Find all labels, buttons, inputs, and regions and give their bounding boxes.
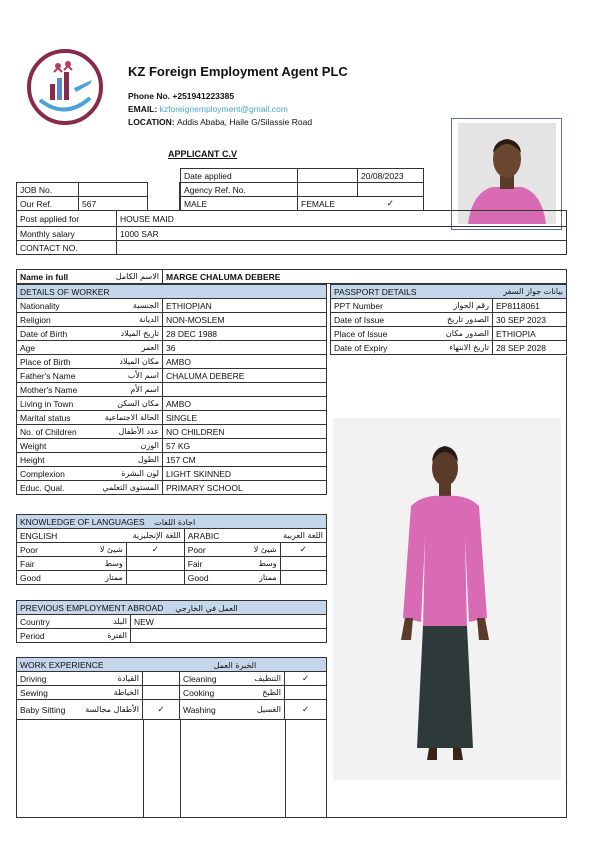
experience-right-check	[285, 686, 327, 700]
arabic-level-label: Good	[184, 571, 222, 585]
details-row	[17, 453, 327, 467]
applicant-portrait	[458, 123, 556, 224]
arabic-label-ar: اللغة العربية	[280, 529, 326, 543]
job-no-value	[79, 183, 148, 197]
experience-left-check	[143, 686, 180, 700]
passport-value: ETHIOPIA	[493, 327, 567, 341]
experience-left-label: Sewing	[17, 686, 75, 700]
language-levels	[17, 543, 327, 585]
english-level-label: Good	[17, 571, 68, 585]
details-row	[17, 299, 327, 313]
period-label-ar: الفترة	[67, 629, 131, 643]
name-label: Name in full	[17, 270, 79, 284]
passport-row	[331, 313, 567, 327]
arabic-level-ar: ممتاز	[222, 571, 280, 585]
details-value: 36	[163, 341, 327, 355]
phone-label: Phone No.	[128, 91, 173, 101]
previous-title	[17, 601, 327, 615]
experience-title-ar: الخبرة العمل	[213, 660, 257, 670]
english-label: ENGLISH	[17, 529, 127, 543]
details-row	[17, 439, 327, 453]
details-value	[163, 383, 327, 397]
language-level-row	[17, 557, 327, 571]
job-ref-table	[16, 182, 148, 211]
languages-title-en: KNOWLEDGE OF LANGUAGES	[20, 516, 145, 527]
salary-value: 1000 SAR	[117, 227, 567, 241]
english-level-check	[126, 557, 184, 571]
male-label: MALE	[181, 197, 298, 211]
languages-title	[17, 515, 327, 529]
passport-row	[331, 327, 567, 341]
location-label: LOCATION:	[128, 117, 177, 127]
details-value: 157 CM	[163, 453, 327, 467]
previous-employment-table	[16, 600, 327, 643]
agency-ref-label: Agency Ref. No.	[181, 183, 298, 197]
name-label-ar: الاسم الكامل	[79, 270, 163, 284]
experience-title-en: WORK EXPERIENCE	[20, 659, 104, 670]
details-label-ar: اسم الأب	[89, 369, 163, 383]
arabic-level-check	[280, 557, 326, 571]
applicant-photo-full	[333, 418, 561, 780]
details-row	[17, 327, 327, 341]
language-level-row	[17, 543, 327, 557]
details-label-ar: الجنسية	[89, 299, 163, 313]
details-label: Complexion	[17, 467, 89, 481]
passport-label: Place of Issue	[331, 327, 393, 341]
details-label: Nationality	[17, 299, 89, 313]
english-label-ar: اللغة الإنجليزية	[126, 529, 184, 543]
female-label: FEMALE	[298, 197, 358, 211]
details-label: Weight	[17, 439, 89, 453]
passport-title-ar: بيانات جواز السفر	[493, 285, 567, 299]
name-table	[16, 269, 567, 284]
english-level-label: Poor	[17, 543, 68, 557]
location-value: Addis Ababa, Haile G/Silassie Road	[176, 117, 313, 127]
details-label: Father's Name	[17, 369, 89, 383]
arabic-level-label: Poor	[184, 543, 222, 557]
applicant-full-body	[333, 418, 561, 780]
details-row	[17, 313, 327, 327]
details-label-ar: المستوى التعلمي	[89, 481, 163, 495]
passport-label: PPT Number	[331, 299, 393, 313]
experience-right-label: Washing	[180, 700, 222, 720]
contact-value	[117, 241, 567, 255]
experience-left-check: ✓	[143, 700, 180, 720]
details-row	[17, 467, 327, 481]
company-location	[128, 117, 312, 127]
details-label-ar: الطول	[89, 453, 163, 467]
blank-cell	[298, 169, 358, 183]
passport-label-ar: رقم الجواز	[393, 299, 493, 313]
passport-value: EP8118061	[493, 299, 567, 313]
english-level-ar: شيئ لا	[67, 543, 126, 557]
experience-right-ar: التنظيف	[222, 672, 285, 686]
details-row	[17, 397, 327, 411]
our-ref-label: Our Ref.	[17, 197, 79, 211]
experience-right-check: ✓	[285, 700, 327, 720]
experience-right-label: Cooking	[180, 686, 222, 700]
experience-left-ar: الخياطة	[75, 686, 143, 700]
experience-row	[17, 700, 327, 720]
details-label: Marital status	[17, 411, 89, 425]
experience-row	[17, 686, 327, 700]
details-value: ETHIOPIAN	[163, 299, 327, 313]
passport-label: Date of Issue	[331, 313, 393, 327]
details-value: NON-MOSLEM	[163, 313, 327, 327]
details-label-ar: الحالة الاجتماعية	[89, 411, 163, 425]
details-label-ar: مكان السكن	[89, 397, 163, 411]
company-name: KZ Foreign Employment Agent PLC	[128, 64, 348, 79]
experience-right-check: ✓	[285, 672, 327, 686]
company-email	[128, 104, 288, 114]
details-label: Living in Town	[17, 397, 89, 411]
arabic-level-label: Fair	[184, 557, 222, 571]
details-value: PRIMARY SCHOOL	[163, 481, 327, 495]
details-value: SINGLE	[163, 411, 327, 425]
passport-title: PASSPORT DETAILS	[331, 285, 493, 299]
experience-rows	[17, 672, 327, 720]
country-label-ar: البلد	[67, 615, 131, 629]
details-row	[17, 425, 327, 439]
details-row	[17, 341, 327, 355]
details-label-ar: الديانة	[89, 313, 163, 327]
details-row	[17, 355, 327, 369]
details-label-ar: اسم الأم	[89, 383, 163, 397]
details-value: CHALUMA DEBERE	[163, 369, 327, 383]
phone-value: +251941223385	[172, 91, 235, 101]
experience-right-ar: الغسيل	[222, 700, 285, 720]
details-label-ar: عدد الأطفال	[89, 425, 163, 439]
details-label: Age	[17, 341, 89, 355]
country-label: Country	[17, 615, 67, 629]
details-table	[16, 284, 327, 495]
company-logo	[26, 48, 104, 126]
passport-value: 28 SEP 2028	[493, 341, 567, 355]
email-value[interactable]: kzforeignemployment@gmail.com	[159, 104, 288, 114]
previous-title-en: PREVIOUS EMPLOYMENT ABROAD	[20, 602, 164, 613]
date-applied-value: 20/08/2023	[358, 169, 424, 183]
details-value: NO CHILDREN	[163, 425, 327, 439]
details-label-ar: الوزن	[89, 439, 163, 453]
period-label: Period	[17, 629, 67, 643]
passport-label-ar: الصدور مكان	[393, 327, 493, 341]
application-meta-table	[180, 168, 424, 211]
passport-label-ar: تاريخ الانتهاء	[393, 341, 493, 355]
blank-cell	[298, 183, 358, 197]
details-label: Date of Birth	[17, 327, 89, 341]
work-experience-table	[16, 657, 327, 720]
passport-table	[330, 284, 567, 355]
previous-title-ar: العمل في الخارجي	[175, 603, 238, 613]
arabic-label: ARABIC	[184, 529, 280, 543]
arabic-level-ar: وسط	[222, 557, 280, 571]
job-no-label: JOB No.	[17, 183, 79, 197]
language-level-row	[17, 571, 327, 585]
details-value: AMBO	[163, 397, 327, 411]
details-label-ar: لون البشرة	[89, 467, 163, 481]
page-title: APPLICANT C.V	[168, 149, 238, 159]
experience-left-label: Baby Sitting	[17, 700, 75, 720]
details-title: DETAILS OF WORKER	[17, 285, 327, 299]
experience-blank-area	[16, 719, 327, 818]
post-applied-value: HOUSE MAID	[117, 211, 567, 227]
experience-title	[17, 658, 327, 672]
english-level-check: ✓	[126, 543, 184, 557]
salary-label: Monthly salary	[17, 227, 117, 241]
email-label: EMAIL:	[128, 104, 160, 114]
country-value: NEW	[131, 615, 327, 629]
female-check: ✓	[358, 197, 424, 211]
passport-row	[331, 299, 567, 313]
languages-table	[16, 514, 327, 585]
details-label: Educ. Qual.	[17, 481, 89, 495]
date-applied-label: Date applied	[181, 169, 298, 183]
languages-title-ar: اجادة اللغات	[154, 517, 196, 527]
agency-ref-value	[358, 183, 424, 197]
experience-left-check	[143, 672, 180, 686]
details-row	[17, 481, 327, 495]
details-row	[17, 411, 327, 425]
arabic-level-check: ✓	[280, 543, 326, 557]
details-label-ar: تاريخ الميلاد	[89, 327, 163, 341]
details-label: No. of Children	[17, 425, 89, 439]
passport-label-ar: الصدور تاريخ	[393, 313, 493, 327]
experience-right-ar: الطبخ	[222, 686, 285, 700]
arabic-level-check	[280, 571, 326, 585]
name-value: MARGE CHALUMA DEBERE	[163, 270, 567, 284]
details-row	[17, 383, 327, 397]
post-applied-label: Post applied for	[17, 211, 117, 227]
details-value: 28 DEC 1988	[163, 327, 327, 341]
arabic-level-ar: شيئ لا	[222, 543, 280, 557]
details-value: LIGHT SKINNED	[163, 467, 327, 481]
details-label: Religion	[17, 313, 89, 327]
details-row	[17, 369, 327, 383]
details-label: Mother's Name	[17, 383, 89, 397]
post-table	[16, 210, 567, 255]
experience-left-label: Driving	[17, 672, 75, 686]
experience-right-label: Cleaning	[180, 672, 222, 686]
period-value	[131, 629, 327, 643]
company-phone	[128, 91, 234, 101]
details-label-ar: مكان الميلاد	[89, 355, 163, 369]
details-label: Height	[17, 453, 89, 467]
header-spacer	[148, 182, 180, 210]
details-label: Place of Birth	[17, 355, 89, 369]
english-level-ar: وسط	[67, 557, 126, 571]
details-value: 57 KG	[163, 439, 327, 453]
our-ref-value: 567	[79, 197, 148, 211]
passport-value: 30 SEP 2023	[493, 313, 567, 327]
experience-row	[17, 672, 327, 686]
english-level-check	[126, 571, 184, 585]
experience-left-ar: الأطفال مجالسة	[75, 700, 143, 720]
english-level-ar: ممتاز	[67, 571, 126, 585]
details-value: AMBO	[163, 355, 327, 369]
details-label-ar: العمر	[89, 341, 163, 355]
contact-label: CONTACT NO.	[17, 241, 117, 255]
experience-left-ar: القيادة	[75, 672, 143, 686]
passport-label: Date of Expiry	[331, 341, 393, 355]
passport-row	[331, 341, 567, 355]
english-level-label: Fair	[17, 557, 68, 571]
